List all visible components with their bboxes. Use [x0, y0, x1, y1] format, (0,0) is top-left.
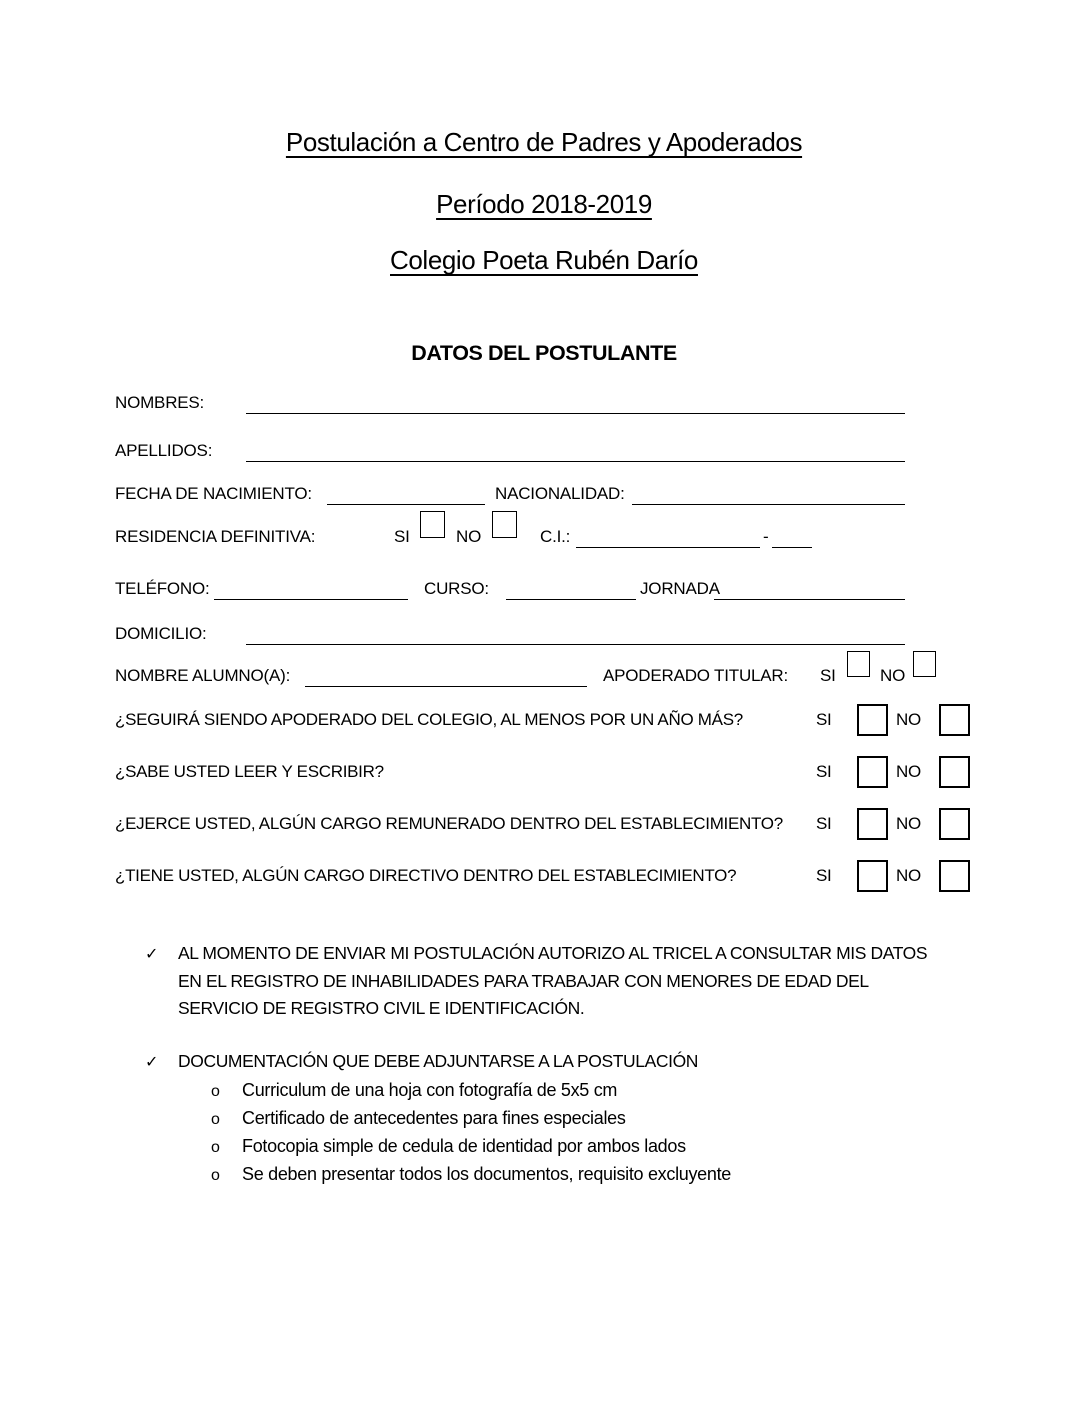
apoderado-no-label: NO	[880, 666, 906, 685]
question-1-si-checkbox[interactable]	[857, 704, 888, 736]
fecha-nacimiento-field-line[interactable]	[327, 483, 485, 505]
circle-bullet-icon: o	[211, 1083, 220, 1100]
circle-bullet-icon: o	[211, 1167, 220, 1184]
document-list-item: Se deben presentar todos los documentos, requisito excluyente	[242, 1164, 732, 1184]
telefono-label: TELÉFONO:	[115, 579, 210, 598]
checkmark-icon: ✓	[145, 1054, 159, 1071]
apoderado-titular-label: APODERADO TITULAR:	[603, 666, 789, 685]
question-4-si-label: SI	[816, 866, 832, 885]
question-3-text: ¿EJERCE USTED, ALGÚN CARGO REMUNERADO DENTRO DEL ESTABLECIMIENTO?	[115, 814, 783, 833]
question-4-no-checkbox[interactable]	[939, 860, 970, 892]
fecha-nacimiento-label: FECHA DE NACIMIENTO:	[115, 484, 312, 503]
document-period-text: Período 2018-2019	[436, 189, 652, 219]
ci-hyphen: -	[763, 527, 769, 546]
question-2-text: ¿SABE USTED LEER Y ESCRIBIR?	[115, 762, 384, 781]
nombres-label: NOMBRES:	[115, 393, 205, 412]
question-2-si-label: SI	[816, 762, 832, 781]
residencia-si-label: SI	[394, 527, 410, 546]
question-3-si-checkbox[interactable]	[857, 808, 888, 840]
question-2-no-checkbox[interactable]	[939, 756, 970, 788]
domicilio-field-line[interactable]	[246, 623, 905, 645]
checkmark-icon: ✓	[145, 946, 159, 963]
question-4-text: ¿TIENE USTED, ALGÚN CARGO DIRECTIVO DENTRO DEL ESTABLECIMIENTO?	[115, 866, 737, 885]
apellidos-field-line[interactable]	[246, 440, 905, 462]
nombre-alumno-field-line[interactable]	[305, 665, 587, 687]
document-period	[0, 189, 1088, 220]
domicilio-label: DOMICILIO:	[115, 624, 207, 643]
section-heading: DATOS DEL POSTULANTE	[411, 341, 677, 365]
jornada-label: JORNADA	[640, 579, 720, 598]
jornada-field-line[interactable]	[714, 578, 905, 600]
document-list-item: Certificado de antecedentes para fines especiales	[242, 1108, 626, 1128]
residencia-si-checkbox[interactable]	[420, 511, 445, 538]
document-school	[0, 245, 1088, 276]
nombre-alumno-label: NOMBRE ALUMNO(A):	[115, 666, 291, 685]
question-1-no-label: NO	[896, 710, 921, 729]
ci-label: C.I.:	[540, 527, 571, 546]
apoderado-no-checkbox[interactable]	[913, 651, 936, 677]
question-2-si-checkbox[interactable]	[857, 756, 888, 788]
document-school-text: Colegio Poeta Rubén Darío	[390, 245, 698, 275]
telefono-field-line[interactable]	[214, 578, 408, 600]
ci-field-line[interactable]	[576, 526, 760, 548]
ci-verifier-field-line[interactable]	[772, 526, 812, 548]
nacionalidad-label: NACIONALIDAD:	[495, 484, 625, 503]
authorization-note: AL MOMENTO DE ENVIAR MI POSTULACIÓN AUTORIZO AL TRICEL A CONSULTAR MIS DATOS EN EL REGISTRO DE INHABILIDADES PARA TRABAJAR CON MENORES DE EDAD DEL SERVICIO DE REGISTRO CIVIL E IDENTIFICACIÓN.	[178, 943, 928, 1018]
apellidos-label: APELLIDOS:	[115, 441, 213, 460]
residencia-no-checkbox[interactable]	[492, 511, 517, 538]
nacionalidad-field-line[interactable]	[632, 483, 905, 505]
documentation-heading: DOCUMENTACIÓN QUE DEBE ADJUNTARSE A LA POSTULACIÓN	[178, 1051, 699, 1071]
question-3-no-label: NO	[896, 814, 921, 833]
apoderado-si-checkbox[interactable]	[847, 651, 870, 677]
document-list-item: Fotocopia simple de cedula de identidad por ambos lados	[242, 1136, 686, 1156]
circle-bullet-icon: o	[211, 1111, 220, 1128]
curso-field-line[interactable]	[506, 578, 636, 600]
question-3-si-label: SI	[816, 814, 832, 833]
question-2-no-label: NO	[896, 762, 921, 781]
nombres-field-line[interactable]	[246, 392, 905, 414]
apoderado-si-label: SI	[820, 666, 836, 685]
question-1-text: ¿SEGUIRÁ SIENDO APODERADO DEL COLEGIO, AL MENOS POR UN AÑO MÁS?	[115, 710, 743, 729]
question-1-no-checkbox[interactable]	[939, 704, 970, 736]
document-list-item: Curriculum de una hoja con fotografía de 5x5 cm	[242, 1080, 618, 1100]
residencia-no-label: NO	[456, 527, 482, 546]
curso-label: CURSO:	[424, 579, 489, 598]
circle-bullet-icon: o	[211, 1139, 220, 1156]
question-4-si-checkbox[interactable]	[857, 860, 888, 892]
residencia-definitiva-label: RESIDENCIA DEFINITIVA:	[115, 527, 316, 546]
question-3-no-checkbox[interactable]	[939, 808, 970, 840]
question-4-no-label: NO	[896, 866, 921, 885]
question-1-si-label: SI	[816, 710, 832, 729]
document-title-text: Postulación a Centro de Padres y Apoderados	[285, 127, 803, 157]
document-title	[0, 127, 1088, 158]
